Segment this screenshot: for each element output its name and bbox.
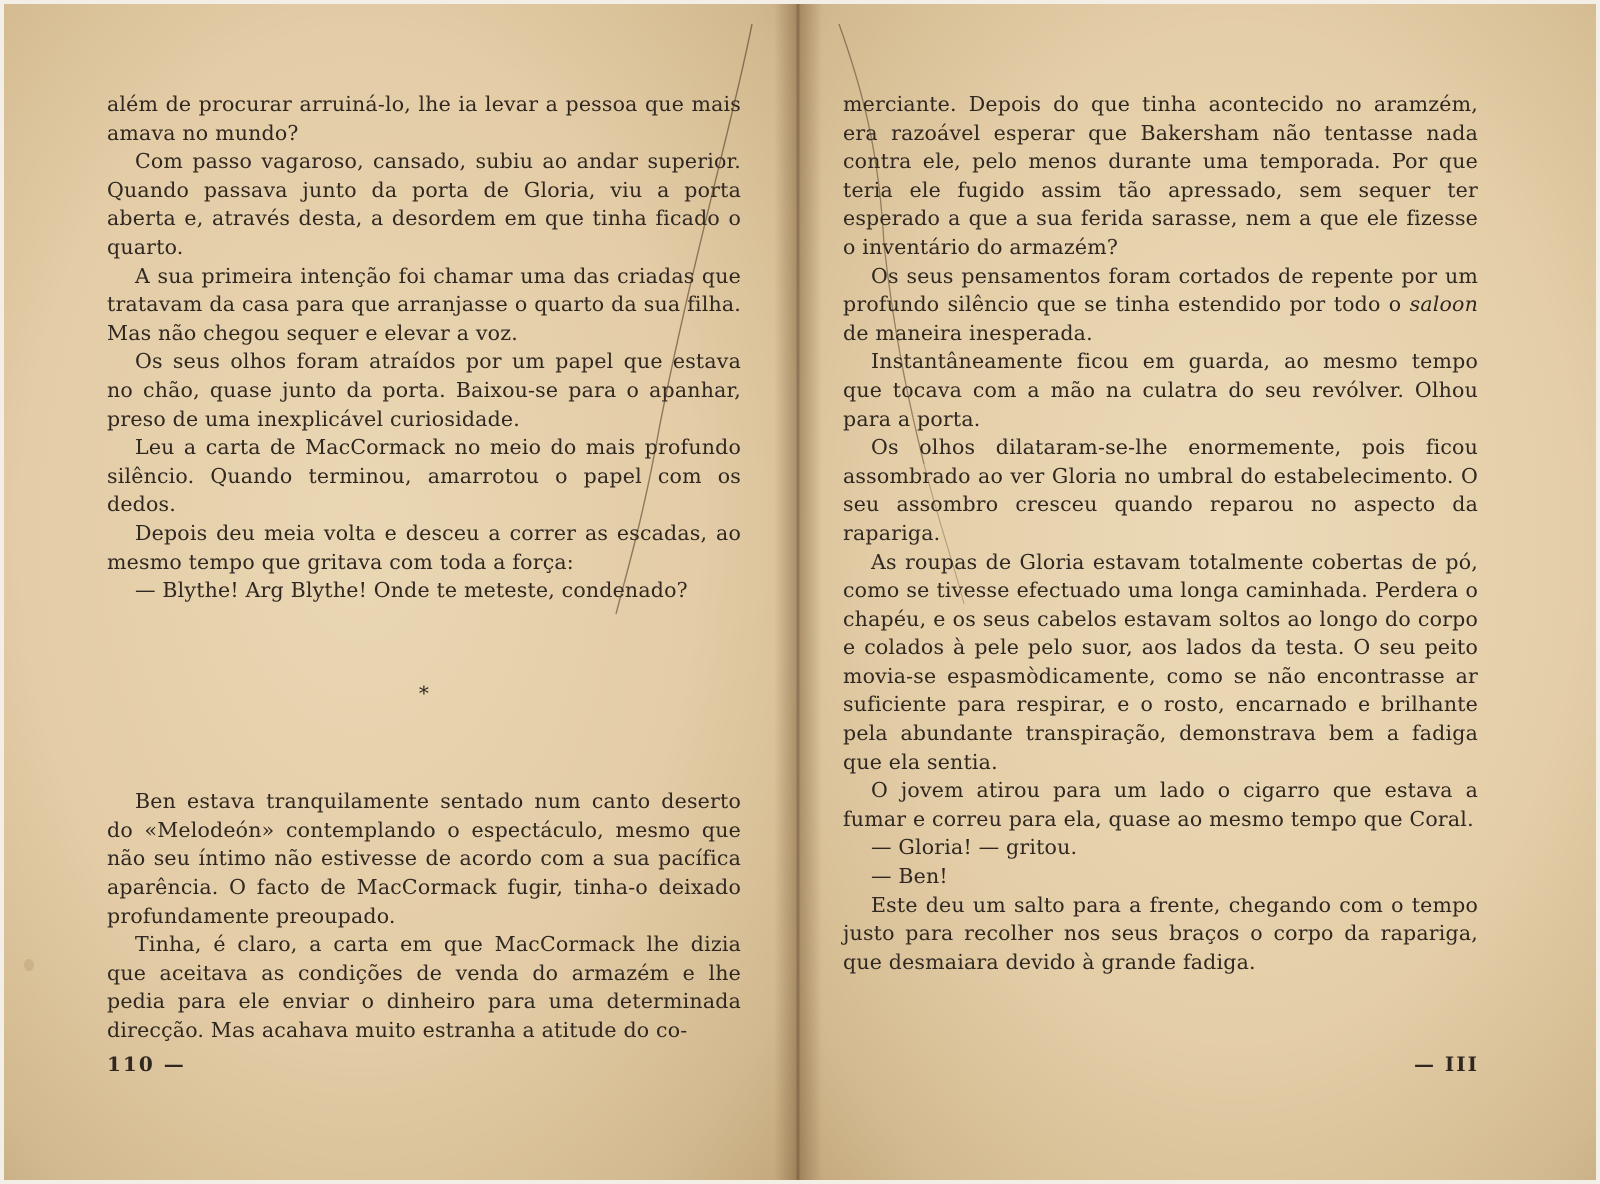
- paragraph: além de procurar arruiná-lo, lhe ia levar a pessoa que mais amava no mundo?: [107, 92, 741, 145]
- dialogue-line: — Gloria! — gritou.: [871, 835, 1078, 860]
- paragraph-text: Os seus pensamentos foram cortados de repente por um profundo silêncio que se tinha estendido por todo o: [843, 263, 1478, 317]
- section-separator: *: [418, 680, 430, 705]
- page-number-right: — III: [1413, 1052, 1479, 1076]
- left-page: [4, 4, 795, 1180]
- paragraph: merciante. Depois do que tinha acontecido no aramzém, era razoável esperar que Bakersham não tentasse nada contra ele, pelo menos durante uma temporada. Por que teria ele fugido assim tão apressado, sem sequer ter esperado a que a sua ferida sarasse, nem a que ele fizesse o inventário do armazém?: [843, 92, 1478, 259]
- paragraph: Os olhos dilataram-se-lhe enormemente, pois ficou assombrado ao ver Gloria no umbral do estabelecimento. O seu assombro cresceu quando reparou no aspecto da rapariga.: [843, 435, 1478, 545]
- paragraph: Instantâneamente ficou em guarda, ao mesmo tempo que tocava com a mão na culatra do seu revólver. Olhou para a porta.: [843, 349, 1478, 431]
- paragraph: Com passo vagaroso, cansado, subiu ao andar superior. Quando passava junto da porta de Gloria, viu a porta aberta e, através desta, a desordem em que tinha ficado o quarto.: [107, 149, 741, 259]
- paragraph: Leu a carta de MacCormack no meio do mais profundo silêncio. Quando terminou, amarrotou o papel com os dedos.: [107, 435, 741, 517]
- book-gutter: [774, 4, 822, 1180]
- paragraph: Os seus olhos foram atraídos por um papel que estava no chão, quase junto da porta. Baixou-se para o apanhar, preso de uma inexplicável curiosidade.: [107, 349, 741, 431]
- book-scan: [4, 4, 1596, 1180]
- right-page-text: [843, 90, 1478, 976]
- paragraph-text: de maneira inesperada.: [843, 320, 1093, 345]
- paragraph: [843, 262, 1478, 348]
- left-page-text: [107, 90, 741, 1045]
- dialogue-line: — Blythe! Arg Blythe! Onde te meteste, condenado?: [135, 578, 688, 603]
- paragraph: O jovem atirou para um lado o cigarro que estava a fumar e correu para ela, quase ao mesmo tempo que Coral.: [843, 778, 1478, 831]
- paragraph: Depois deu meia volta e desceu a correr as escadas, ao mesmo tempo que gritava com toda a força:: [107, 520, 741, 574]
- page-number-left: 110 —: [107, 1052, 186, 1076]
- dialogue-line: — Ben!: [871, 864, 948, 889]
- paragraph: Este deu um salto para a frente, chegando com o tempo justo para recolher nos seus braços o corpo da rapariga, que desmaiara devido à grande fadiga.: [843, 892, 1478, 974]
- paragraph: Tinha, é claro, a carta em que MacCormack lhe dizia que aceitava as condições de venda do armazém e lhe pedia para ele enviar o dinheiro para uma determinada direcção. Mas acahava muito estranha a atitude do co-: [107, 932, 741, 1043]
- paragraph: As roupas de Gloria estavam totalmente cobertas de pó, como se tivesse efectuado uma longa caminhada. Perdera o chapéu, e os seus cabelos estavam soltos ao longo do corpo e colados à pele pelo suor, aos lados da testa. O seu peito movia-se espasmòdicamente, como se não encontrasse ar suficiente para respirar, e o rosto, encarnado e brilhante pela abundante transpiração, demonstrava bem a fadiga que ela sentia.: [843, 549, 1478, 774]
- paper-stain: [24, 959, 34, 971]
- italic-word: saloon: [1409, 292, 1478, 317]
- paragraph: A sua primeira intenção foi chamar uma das criadas que tratavam da casa para que arranjasse o quarto da sua filha. Mas não chegou sequer e elevar a voz.: [107, 263, 741, 345]
- paragraph: Ben estava tranquilamente sentado num canto deserto do «Melodeón» contemplando o espectáculo, mesmo que não seu íntimo não estivesse de acordo com a sua pacífica aparência. O facto de MacCormack fugir, tinha-o deixado profundamente preoupado.: [107, 789, 741, 928]
- right-page: [795, 4, 1596, 1180]
